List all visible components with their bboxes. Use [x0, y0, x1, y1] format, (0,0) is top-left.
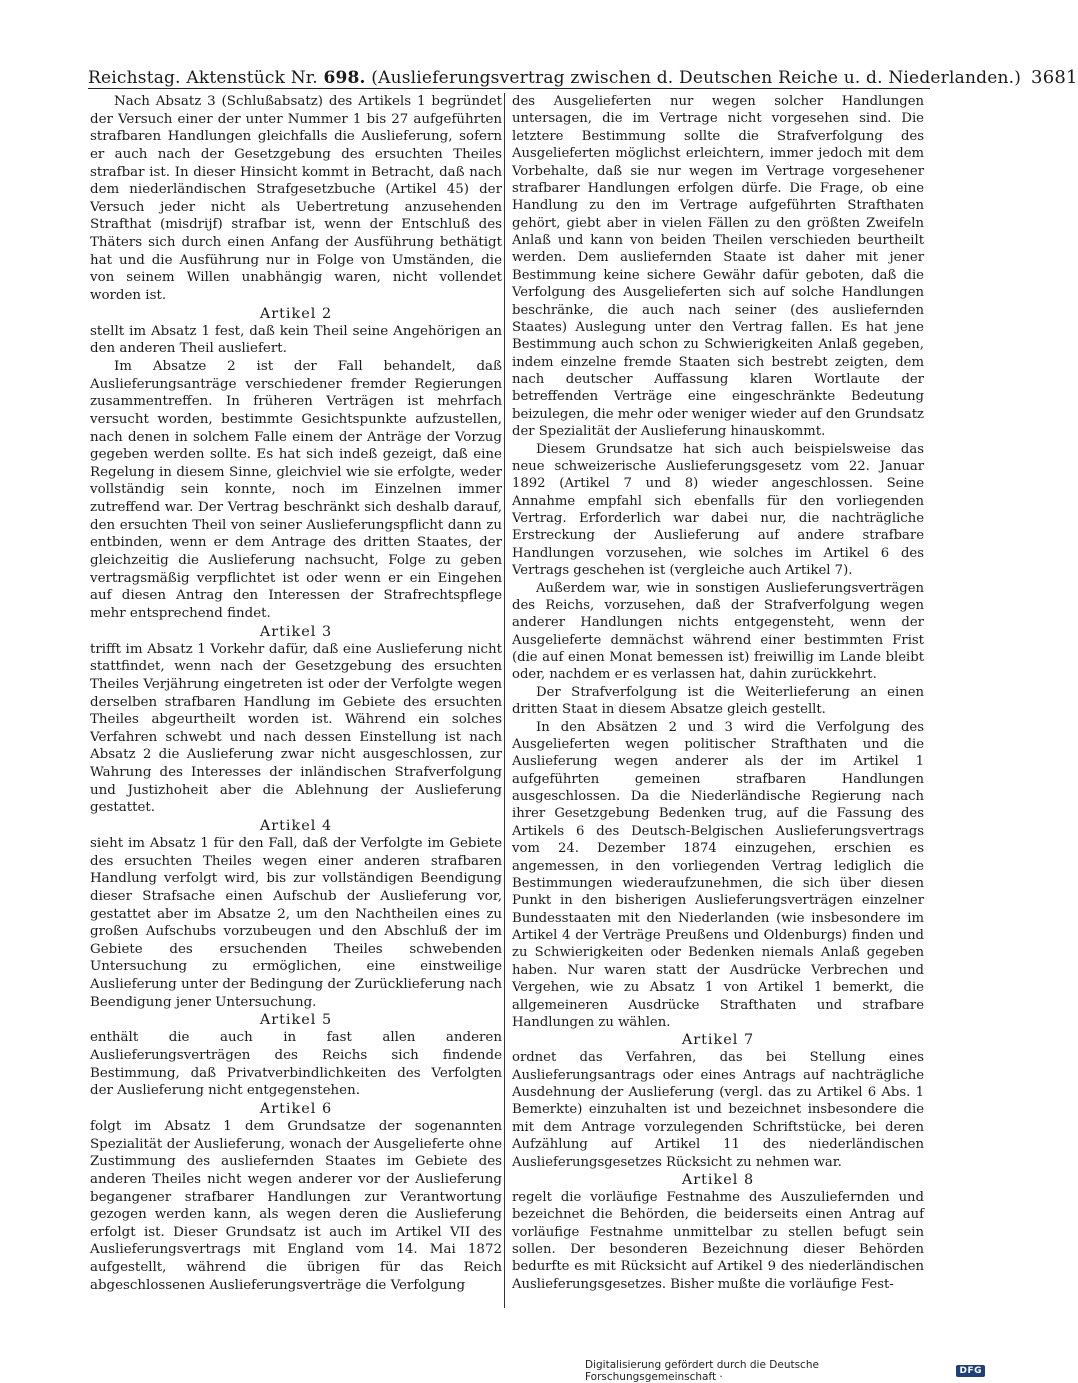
right-text-column [512, 93, 924, 1308]
article-heading: Artikel 6 [259, 1100, 333, 1117]
column-divider [504, 93, 505, 1308]
paragraph: In den Absätzen 2 und 3 wird die Verfolgung des Ausgelieferten wegen politischer Strafthaten und die Auslieferung wegen anderer als der im Artikel 1 aufgeführten gemeinen strafbaren Handlungen ausgeschlossen. Da die Niederländische Regierung nach ihrer Gesetzgebung Bedenken trug, auf die Fassung des Artikels 6 des Deutsch-Belgischen Auslieferungsvertrags vom 24. Dezember 1874 einzugehen, erschien es angemessen, in den vorliegenden Vertrag lediglich die Bestimmungen wiederaufzunehmen, die sich über diesen Punkt in den bisherigen Auslieferungsverträgen einzelner Bundesstaaten mit den Niederlanden (wie insbesondere im Artikel 4 der Verträge Preußens und Oldenburgs) finden und zu Schwierigkeiten oder Bedenken niemals Anlaß gegeben haben. Nur waren statt der Ausdrücke Verbrechen und Vergehen, wie zu Absatz 1 von Artikel 1 bemerkt, die allgemeineren Ausdrücke Strafthaten und strafbare Handlungen zu wählen. [512, 719, 924, 1030]
paragraph: enthält die auch in fast allen anderen Auslieferungsverträgen des Reichs sich findende Bestimmung, daß Privatverbindlichkeiten des Verfolgten der Auslieferung nicht entgegenstehen. [90, 1030, 502, 1099]
paragraph: regelt die vorläufige Festnahme des Auszuliefernden und bezeichnet die Behörden, die beiderseits einen Antrag auf vorläufige Festnahme unmittelbar zu stellen befugt sein sollen. Der besonderen Bezeichnung dieser Behörden bedurfte es mit Rücksicht auf Artikel 9 des niederländischen Auslieferungsgesetzes. Bisher mußte die vorläufige Fest- [512, 1189, 924, 1292]
paragraph: Im Absatze 2 ist der Fall behandelt, daß Auslieferungsanträge verschiedener fremder Regierungen zusammentreffen. In früheren Verträgen ist mehrfach versucht worden, bestimmte Gesichtspunkte aufzustellen, nach denen in solchem Falle einem der Anträge der Vorzug gegeben werden sollte. Es hat sich indeß gezeigt, daß eine Regelung in diesem Sinne, gleichviel wie sie erfolgte, weder vollständig sein konnte, noch im Einzelnen immer zutreffend war. Der Vertrag beschränkt sich deshalb darauf, den ersuchten Theil von seiner Auslieferungspflicht dann zu entbinden, wenn er dem Antrage des dritten Staates, der gleichzeitig die Auslieferung nachsucht, Folge zu geben vertragsmäßig verpflichtet ist oder wenn er ein Eingehen auf diesen Antrag den Interessen der Strafrechtspflege mehr entsprechend findet. [90, 358, 502, 621]
paragraph: Nach Absatz 3 (Schlußabsatz) des Artikels 1 begründet der Versuch einer der unter Nummer 1 bis 27 aufgeführten strafbaren Handlungen gleichfalls die Auslieferung, sofern er auch nach der Gesetzgebung des ersuchten Theiles strafbar ist. In dieser Hinsicht kommt in Betracht, daß nach dem niederländischen Strafgesetzbuche (Artikel 45) der Versuch jeder nicht als Uebertretung anzusehenden Strafthat (misdrijf) strafbar ist, wenn der Entschluß des Thäters sich durch einen Anfang der Ausführung bethätigt hat und die Ausführung nur in Folge von Umständen, die von seinem Willen unabhängig waren, nicht vollendet worden ist. [90, 94, 502, 304]
dfg-logo-icon: DFG [956, 1365, 985, 1377]
article-heading: Artikel 5 [259, 1012, 333, 1029]
paragraph: ordnet das Verfahren, das bei Stellung eines Auslieferungsantrags oder eines Antrags auf nachträgliche Ausdehnung der Auslieferung (vergl. das zu Artikel 6 Abs. 1 Bemerkte) einzuhalten ist und bezeichnet insbesondere die mit dem Antrage vorzulegenden Schriftstücke, bei deren Aufzählung auf Artikel 11 des niederländischen Auslieferungsgesetzes Rücksicht zu nehmen war. [512, 1050, 924, 1170]
document-number: 698. [323, 68, 366, 88]
paragraph: des Ausgelieferten nur wegen solcher Handlungen untersagen, die im Vertrage nicht vorgesehen sind. Die letztere Bestimmung sollte die Strafverfolgung des Ausgelieferten möglichst erleichtern, immer jedoch mit dem Vorbehalte, daß sie nur wegen im Vertrage vorgesehener strafbarer Handlungen erfolgen dürfe. Die Frage, ob eine Handlung zu den im Vertrage aufgeführten Strafthaten gehört, giebt aber in vielen Fällen zu den größten Zweifeln Anlaß und kann von beiden Theilen verschieden beurtheilt werden. Dem ausliefernden Staate ist daher mit jener Bestimmung keine sichere Gewähr dafür geboten, daß die Verfolgung des Ausgelieferten sich auf solche Handlungen beschränke, die auch nach seiner (des ausliefernden Staates) Auslegung unter den Vertrag fallen. Es hat jene Bestimmung auch schon zu Schwierigkeiten Anlaß gegeben, indem einzelne fremde Staaten sich bestrebt zeigten, dem nach deutscher Auffassung klaren Wortlaute der betreffenden Verträge eine eingeschränkte Bedeutung beizulegen, die mehr oder weniger wieder auf den Grundsatz der Spezialität der Auslieferung hinauskommt. [512, 94, 924, 440]
page-number: 3681 [1031, 67, 1078, 88]
footer-credit [585, 1359, 985, 1383]
paragraph: trifft im Absatz 1 Vorkehr dafür, daß eine Auslieferung nicht stattfindet, wenn nach der Gesetzgebung des ersuchten Theiles Verjährung eingetreten ist oder der Verfolgte wegen derselben strafbaren Handlung im Gebiete des ersuchten Theiles abgeurtheilt worden ist. Während ein solches Verfahren schwebt und nach dessen Einstellung ist nach Absatz 2 die Auslieferung zwar nicht ausgeschlossen, zur Wahrung des Interesses der inländischen Strafverfolgung und Justizhoheit aber die Ablehnung der Auslieferung gestattet. [90, 641, 502, 816]
header-divider [88, 88, 930, 89]
paragraph: Außerdem war, wie in sonstigen Auslieferungsverträgen des Reichs, vorzusehen, daß der Strafverfolgung wegen anderer Handlungen nichts entgegensteht, wenn der Ausgelieferte demnächst während einer bestimmten Frist (die auf einen Monat bemessen ist) freiwillig im Lande bleibt oder, nachdem er es verlassen hat, dahin zurückkehrt. [512, 580, 924, 683]
article-heading: Artikel 2 [259, 305, 333, 322]
article-heading: Artikel 7 [681, 1032, 755, 1049]
page-header [88, 58, 1078, 88]
header-title-prefix: Reichstag. Aktenstück Nr. [88, 68, 324, 88]
header-title-suffix: (Auslieferungsvertrag zwischen d. Deutschen Reiche u. d. Niederlanden.) [365, 68, 1022, 88]
paragraph: Der Strafverfolgung ist die Weiterlieferung an einen dritten Staat in diesem Absatze gleich gestellt. [512, 684, 924, 718]
article-heading: Artikel 3 [259, 623, 333, 640]
article-heading: Artikel 4 [259, 817, 333, 834]
article-heading: Artikel 8 [681, 1171, 755, 1188]
paragraph: folgt im Absatz 1 dem Grundsatze der sogenannten Spezialität der Auslieferung, wonach der Ausgelieferte ohne Zustimmung des ausliefernden Staates im Gebiete des anderen Theiles nicht wegen anderer vor der Auslieferung begangener strafbarer Handlungen zur Verantwortung gezogen werden kann, als wegen deren die Auslieferung erfolgt ist. Dieser Grundsatz ist auch im Artikel VII des Auslieferungsvertrags mit England vom 14. Mai 1872 aufgestellt, während die übrigen für das Reich abgeschlossenen Auslieferungsverträge die Verfolgung [90, 1118, 502, 1293]
left-text-column [90, 93, 502, 1308]
footer-text: Digitalisierung gefördert durch die Deutsche Forschungsgemeinschaft · [585, 1359, 819, 1383]
paragraph: Diesem Grundsatze hat sich auch beispielsweise das neue schweizerische Auslieferungsgesetz vom 22. Januar 1892 (Artikel 7 und 8) wieder angeschlossen. Seine Annahme empfahl sich ebenfalls für den vorliegenden Vertrag. Erforderlich war dabei nur, die nachträgliche Erstreckung der Auslieferung auf andere strafbare Handlungen vorzusehen, wie solches im Artikel 6 des Vertrags geschehen ist (vergleiche auch Artikel 7). [512, 441, 924, 579]
header-title [88, 68, 1021, 88]
paragraph: sieht im Absatz 1 für den Fall, daß der Verfolgte im Gebiete des ersuchten Theiles wegen einer anderen strafbaren Handlung verfolgt wird, bis zur vollständigen Beendigung dieser Strafsache einen Aufschub der Auslieferung vor, gestattet aber im Absatze 2, um den Nachtheilen eines zu großen Aufschubs vorzubeugen und den Abschluß der im Gebiete des ersuchenden Theiles schwebenden Untersuchung zu ermöglichen, eine einstweilige Auslieferung unter der Bedingung der Zurücklieferung nach Beendigung jener Untersuchung. [90, 835, 502, 1010]
paragraph: stellt im Absatz 1 fest, daß kein Theil seine Angehörigen an den anderen Theil ausliefert. [90, 323, 502, 357]
